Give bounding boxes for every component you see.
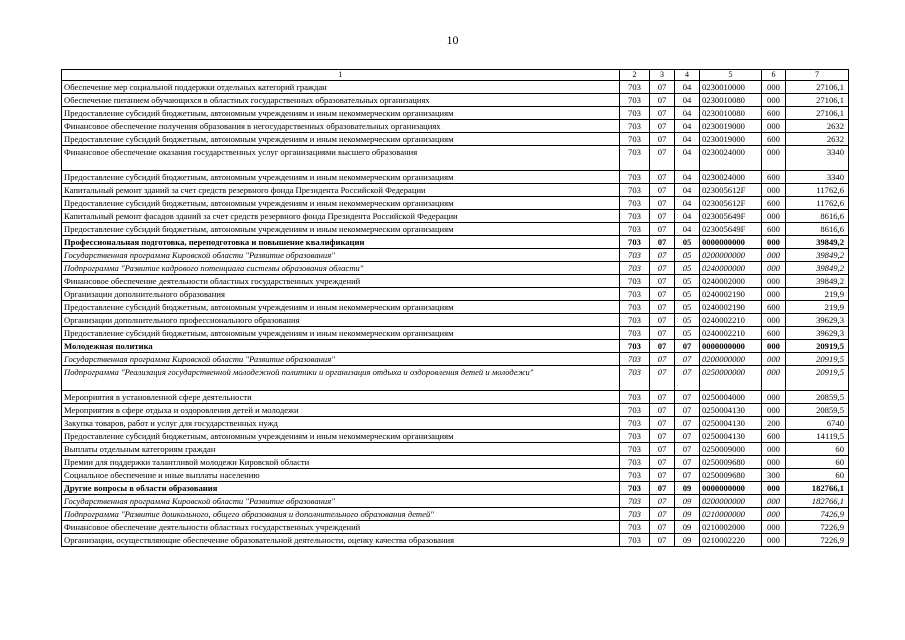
admin-code-cell: 703 [620,430,650,443]
subsection-cell: 04 [675,223,700,236]
admin-code-cell: 703 [620,107,650,120]
table-row [62,249,849,262]
row-name-cell: Финансовое обеспечение получения образования в негосударственных образовательных организациях [62,120,620,133]
column-header: 2 [620,70,650,81]
amount-cell: 27106,1 [786,81,849,94]
amount-cell: 11762,6 [786,197,849,210]
row-name-cell: Предоставление субсидий бюджетным, автономным учреждениям и иным некоммерческим организациям [62,107,620,120]
subsection-cell: 07 [675,366,700,391]
admin-code-cell: 703 [620,417,650,430]
target-article-cell: 0250004130 [700,417,762,430]
table-row [62,171,849,184]
table-row [62,133,849,146]
target-article-cell: 0250009000 [700,443,762,456]
section-cell: 07 [650,249,675,262]
amount-cell: 20919,5 [786,340,849,353]
row-name-cell: Предоставление субсидий бюджетным, автономным учреждениям и иным некоммерческим организациям [62,327,620,340]
amount-cell: 2632 [786,120,849,133]
table-row [62,366,849,391]
subsection-cell: 09 [675,482,700,495]
section-cell: 07 [650,184,675,197]
amount-cell: 6740 [786,417,849,430]
expense-type-cell: 000 [762,495,786,508]
subsection-cell: 04 [675,133,700,146]
target-article-cell: 0230010080 [700,94,762,107]
budget-table [61,69,849,547]
target-article-cell: 0250009680 [700,469,762,482]
expense-type-cell: 600 [762,133,786,146]
admin-code-cell: 703 [620,288,650,301]
target-article-cell: 0230019000 [700,133,762,146]
amount-cell: 39849,2 [786,275,849,288]
admin-code-cell: 703 [620,366,650,391]
admin-code-cell: 703 [620,495,650,508]
amount-cell: 7226,9 [786,521,849,534]
expense-type-cell: 000 [762,443,786,456]
section-cell: 07 [650,417,675,430]
amount-cell: 39849,2 [786,236,849,249]
amount-cell: 182766,1 [786,495,849,508]
admin-code-cell: 703 [620,521,650,534]
section-cell: 07 [650,521,675,534]
subsection-cell: 04 [675,94,700,107]
section-cell: 07 [650,146,675,171]
section-cell: 07 [650,430,675,443]
admin-code-cell: 703 [620,327,650,340]
table-row [62,197,849,210]
target-article-cell: 0250004130 [700,430,762,443]
row-name-cell: Государственная программа Кировской области "Развитие образования" [62,353,620,366]
subsection-cell: 05 [675,275,700,288]
amount-cell: 60 [786,469,849,482]
expense-type-cell: 000 [762,508,786,521]
target-article-cell: 0240002210 [700,314,762,327]
target-article-cell: 0240002210 [700,327,762,340]
target-article-cell: 023005649F [700,210,762,223]
table-row [62,391,849,404]
expense-type-cell: 000 [762,521,786,534]
admin-code-cell: 703 [620,197,650,210]
admin-code-cell: 703 [620,120,650,133]
table-row [62,275,849,288]
subsection-cell: 07 [675,353,700,366]
expense-type-cell: 300 [762,469,786,482]
amount-cell: 3340 [786,171,849,184]
row-name-cell: Другие вопросы в области образования [62,482,620,495]
row-name-cell: Социальное обеспечение и иные выплаты населению [62,469,620,482]
target-article-cell: 023005612F [700,184,762,197]
section-cell: 07 [650,223,675,236]
amount-cell: 8616,6 [786,210,849,223]
target-article-cell: 0230019000 [700,120,762,133]
section-cell: 07 [650,236,675,249]
admin-code-cell: 703 [620,353,650,366]
section-cell: 07 [650,391,675,404]
row-name-cell: Премии для поддержки талантливой молодежи Кировской области [62,456,620,469]
target-article-cell: 0240002190 [700,301,762,314]
row-name-cell: Предоставление субсидий бюджетным, автономным учреждениям и иным некоммерческим организациям [62,197,620,210]
row-name-cell: Предоставление субсидий бюджетным, автономным учреждениям и иным некоммерческим организациям [62,171,620,184]
amount-cell: 27106,1 [786,94,849,107]
expense-type-cell: 000 [762,288,786,301]
admin-code-cell: 703 [620,275,650,288]
admin-code-cell: 703 [620,443,650,456]
section-cell: 07 [650,301,675,314]
amount-cell: 20919,5 [786,353,849,366]
table-row [62,94,849,107]
row-name-cell: Государственная программа Кировской области "Развитие образования" [62,495,620,508]
admin-code-cell: 703 [620,223,650,236]
subsection-cell: 05 [675,314,700,327]
section-cell: 07 [650,94,675,107]
expense-type-cell: 000 [762,353,786,366]
table-row [62,340,849,353]
column-header: 4 [675,70,700,81]
section-cell: 07 [650,482,675,495]
subsection-cell: 07 [675,404,700,417]
expense-type-cell: 600 [762,327,786,340]
expense-type-cell: 000 [762,236,786,249]
amount-cell: 39849,2 [786,249,849,262]
table-row [62,469,849,482]
target-article-cell: 0210002220 [700,534,762,547]
amount-cell: 27106,1 [786,107,849,120]
admin-code-cell: 703 [620,508,650,521]
table-row [62,81,849,94]
row-name-cell: Предоставление субсидий бюджетным, автономным учреждениям и иным некоммерческим организациям [62,133,620,146]
column-header: 5 [700,70,762,81]
row-name-cell: Организации дополнительного образования [62,288,620,301]
section-cell: 07 [650,353,675,366]
admin-code-cell: 703 [620,456,650,469]
amount-cell: 20859,5 [786,391,849,404]
expense-type-cell: 000 [762,314,786,327]
row-name-cell: Организации, осуществляющие обеспечение образовательной деятельности, оценку качества образования [62,534,620,547]
subsection-cell: 07 [675,417,700,430]
amount-cell: 182766,1 [786,482,849,495]
section-cell: 07 [650,275,675,288]
amount-cell: 14119,5 [786,430,849,443]
column-header: 3 [650,70,675,81]
table-row [62,288,849,301]
subsection-cell: 04 [675,210,700,223]
target-article-cell: 0250004130 [700,404,762,417]
amount-cell: 11762,6 [786,184,849,197]
expense-type-cell: 000 [762,249,786,262]
row-name-cell: Закупка товаров, работ и услуг для государственных нужд [62,417,620,430]
section-cell: 07 [650,495,675,508]
target-article-cell: 0230024000 [700,171,762,184]
admin-code-cell: 703 [620,404,650,417]
target-article-cell: 0210002000 [700,521,762,534]
row-name-cell: Подпрограмма "Реализация государственной молодежной политики и организация отдыха и оздоровления детей и молодежи" [62,366,620,391]
section-cell: 07 [650,469,675,482]
subsection-cell: 04 [675,171,700,184]
amount-cell: 60 [786,443,849,456]
section-cell: 07 [650,120,675,133]
target-article-cell: 0000000000 [700,236,762,249]
expense-type-cell: 000 [762,456,786,469]
table-row [62,301,849,314]
expense-type-cell: 000 [762,340,786,353]
row-name-cell: Мероприятия в установленной сфере деятельности [62,391,620,404]
admin-code-cell: 703 [620,534,650,547]
table-row [62,443,849,456]
table-row [62,107,849,120]
expense-type-cell: 000 [762,404,786,417]
target-article-cell: 0240002000 [700,275,762,288]
table-row [62,146,849,171]
admin-code-cell: 703 [620,171,650,184]
expense-type-cell: 600 [762,171,786,184]
amount-cell: 219,9 [786,288,849,301]
target-article-cell: 0000000000 [700,482,762,495]
table-row [62,430,849,443]
admin-code-cell: 703 [620,262,650,275]
target-article-cell: 023005649F [700,223,762,236]
section-cell: 07 [650,508,675,521]
subsection-cell: 07 [675,443,700,456]
subsection-cell: 05 [675,301,700,314]
subsection-cell: 09 [675,521,700,534]
row-name-cell: Обеспечение питанием обучающихся в областных государственных образовательных организациях [62,94,620,107]
admin-code-cell: 703 [620,146,650,171]
table-row [62,184,849,197]
column-header: 7 [786,70,849,81]
subsection-cell: 09 [675,508,700,521]
row-name-cell: Предоставление субсидий бюджетным, автономным учреждениям и иным некоммерческим организациям [62,301,620,314]
expense-type-cell: 000 [762,391,786,404]
section-cell: 07 [650,288,675,301]
expense-type-cell: 000 [762,210,786,223]
amount-cell: 60 [786,456,849,469]
section-cell: 07 [650,314,675,327]
target-article-cell: 0230010080 [700,107,762,120]
target-article-cell: 0240002190 [700,288,762,301]
target-article-cell: 0250000000 [700,366,762,391]
expense-type-cell: 000 [762,262,786,275]
section-cell: 07 [650,210,675,223]
table-row [62,521,849,534]
table-row [62,262,849,275]
subsection-cell: 04 [675,81,700,94]
admin-code-cell: 703 [620,314,650,327]
amount-cell: 3340 [786,146,849,171]
table-row [62,314,849,327]
section-cell: 07 [650,366,675,391]
amount-cell: 2632 [786,133,849,146]
table-row [62,327,849,340]
section-cell: 07 [650,443,675,456]
table-row [62,210,849,223]
target-article-cell: 0250009680 [700,456,762,469]
expense-type-cell: 600 [762,107,786,120]
page-number: 10 [446,33,459,47]
section-cell: 07 [650,456,675,469]
expense-type-cell: 000 [762,482,786,495]
row-name-cell: Финансовое обеспечение деятельности областных государственных учреждений [62,275,620,288]
row-name-cell: Мероприятия в сфере отдыха и оздоровления детей и молодежи [62,404,620,417]
admin-code-cell: 703 [620,391,650,404]
expense-type-cell: 000 [762,94,786,107]
row-name-cell: Обеспечение мер социальной поддержки отдельных категорий граждан [62,81,620,94]
target-article-cell: 0210000000 [700,508,762,521]
section-cell: 07 [650,81,675,94]
row-name-cell: Организации дополнительного профессионального образования [62,314,620,327]
row-name-cell: Капитальный ремонт зданий за счет средств резервного фонда Президента Российской Федерации [62,184,620,197]
admin-code-cell: 703 [620,340,650,353]
section-cell: 07 [650,107,675,120]
expense-type-cell: 000 [762,275,786,288]
expense-type-cell: 200 [762,417,786,430]
target-article-cell: 0230024000 [700,146,762,171]
expense-type-cell: 000 [762,120,786,133]
subsection-cell: 05 [675,249,700,262]
subsection-cell: 07 [675,430,700,443]
subsection-cell: 04 [675,146,700,171]
section-cell: 07 [650,534,675,547]
row-name-cell: Капитальный ремонт фасадов зданий за счет средств резервного фонда Президента Российской Федерации [62,210,620,223]
amount-cell: 7226,9 [786,534,849,547]
expense-type-cell: 000 [762,366,786,391]
table-row [62,495,849,508]
expense-type-cell: 000 [762,184,786,197]
target-article-cell: 0230010000 [700,81,762,94]
row-name-cell: Предоставление субсидий бюджетным, автономным учреждениям и иным некоммерческим организациям [62,223,620,236]
admin-code-cell: 703 [620,469,650,482]
column-header: 1 [62,70,620,81]
target-article-cell: 0000000000 [700,340,762,353]
expense-type-cell: 000 [762,146,786,171]
table-row [62,417,849,430]
table-row [62,534,849,547]
amount-cell: 219,9 [786,301,849,314]
admin-code-cell: 703 [620,301,650,314]
amount-cell: 7426,9 [786,508,849,521]
subsection-cell: 04 [675,184,700,197]
admin-code-cell: 703 [620,249,650,262]
row-name-cell: Выплаты отдельным категориям граждан [62,443,620,456]
subsection-cell: 04 [675,197,700,210]
subsection-cell: 05 [675,288,700,301]
subsection-cell: 05 [675,236,700,249]
table-row [62,482,849,495]
column-header: 6 [762,70,786,81]
target-article-cell: 0250004000 [700,391,762,404]
expense-type-cell: 000 [762,534,786,547]
admin-code-cell: 703 [620,236,650,249]
admin-code-cell: 703 [620,210,650,223]
target-article-cell: 0240000000 [700,262,762,275]
section-cell: 07 [650,197,675,210]
amount-cell: 39629,3 [786,327,849,340]
subsection-cell: 07 [675,391,700,404]
target-article-cell: 0200000000 [700,495,762,508]
target-article-cell: 0200000000 [700,353,762,366]
row-name-cell: Молодежная политика [62,340,620,353]
amount-cell: 20859,5 [786,404,849,417]
expense-type-cell: 600 [762,223,786,236]
section-cell: 07 [650,327,675,340]
subsection-cell: 09 [675,495,700,508]
subsection-cell: 05 [675,262,700,275]
table-body [62,81,849,547]
table-row [62,223,849,236]
subsection-cell: 07 [675,456,700,469]
subsection-cell: 04 [675,120,700,133]
expense-type-cell: 600 [762,430,786,443]
expense-type-cell: 600 [762,197,786,210]
amount-cell: 39849,2 [786,262,849,275]
row-name-cell: Государственная программа Кировской области "Развитие образования" [62,249,620,262]
admin-code-cell: 703 [620,81,650,94]
section-cell: 07 [650,171,675,184]
table-row [62,353,849,366]
expense-type-cell: 000 [762,81,786,94]
row-name-cell: Подпрограмма "Развитие дошкольного, общего образования и дополнительного образования детей" [62,508,620,521]
section-cell: 07 [650,133,675,146]
table-row [62,120,849,133]
row-name-cell: Финансовое обеспечение деятельности областных государственных учреждений [62,521,620,534]
table-row [62,404,849,417]
table-header-row [62,70,849,81]
admin-code-cell: 703 [620,184,650,197]
amount-cell: 20919,5 [786,366,849,391]
subsection-cell: 09 [675,534,700,547]
row-name-cell: Профессиональная подготовка, переподготовка и повышение квалификации [62,236,620,249]
subsection-cell: 07 [675,340,700,353]
section-cell: 07 [650,262,675,275]
amount-cell: 8616,6 [786,223,849,236]
admin-code-cell: 703 [620,482,650,495]
target-article-cell: 0200000000 [700,249,762,262]
row-name-cell: Финансовое обеспечение оказания государственных услуг организациями высшего образования [62,146,620,171]
target-article-cell: 023005612F [700,197,762,210]
row-name-cell: Предоставление субсидий бюджетным, автономным учреждениям и иным некоммерческим организациям [62,430,620,443]
section-cell: 07 [650,340,675,353]
row-name-cell: Подпрограмма "Развитие кадрового потенциала системы образования области" [62,262,620,275]
expense-type-cell: 600 [762,301,786,314]
table-row [62,508,849,521]
table-row [62,456,849,469]
amount-cell: 39629,3 [786,314,849,327]
table-row [62,236,849,249]
admin-code-cell: 703 [620,133,650,146]
subsection-cell: 05 [675,327,700,340]
section-cell: 07 [650,404,675,417]
subsection-cell: 07 [675,469,700,482]
subsection-cell: 04 [675,107,700,120]
admin-code-cell: 703 [620,94,650,107]
